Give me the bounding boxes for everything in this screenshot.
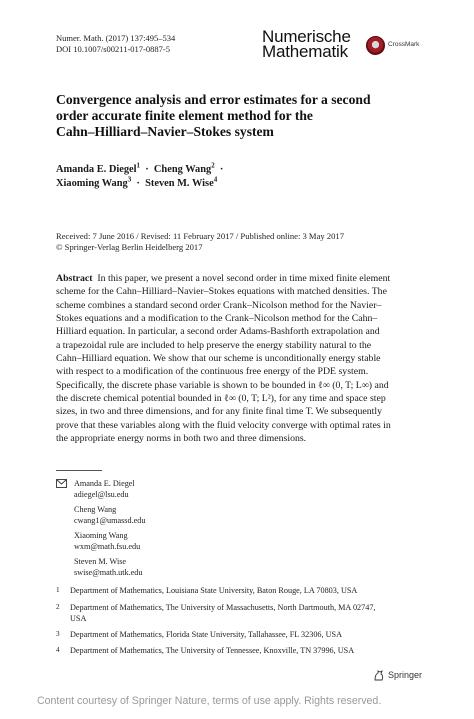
- affiliation-number: 1: [56, 586, 60, 594]
- contact-entry: [74, 505, 145, 526]
- doi[interactable]: DOI 10.1007/s00211-017-0887-5: [56, 44, 170, 54]
- author-separator: ·: [133, 178, 143, 189]
- publisher-name: Springer: [388, 670, 423, 680]
- crossmark-link[interactable]: CrossMark: [388, 41, 420, 48]
- author-name[interactable]: Steven M. Wise: [145, 178, 214, 189]
- footnote-rule: [56, 470, 102, 471]
- author-separator: ·: [142, 164, 152, 175]
- publication-dates: Received: 7 June 2016 / Revised: 11 February 2017 / Published online: 3 May 2017: [56, 231, 345, 241]
- author-name[interactable]: Cheng Wang: [153, 164, 212, 175]
- title-line: order accurate finite element method for the: [56, 108, 313, 123]
- affiliation: [70, 586, 357, 597]
- affiliation: [70, 603, 375, 624]
- abstract-line: Specifically, the discrete phase variable is shown to be bounded in ℓ∞ (0, T; L∞) and: [56, 379, 389, 391]
- abstract: [56, 272, 429, 445]
- abstract-line: sizes, in two and three dimensions, and for any finite final time T. We subsequently: [56, 406, 382, 418]
- abstract-line: In this paper, we present a novel second order in time mixed finite element: [97, 273, 391, 284]
- contact-email[interactable]: swise@math.utk.edu: [74, 567, 143, 577]
- affiliation-line: USA: [70, 613, 87, 623]
- contact-name: Xiaoming Wang: [74, 531, 128, 540]
- abstract-line: a trapezoidal rule are included to help preserve the energy stability natural to the: [56, 339, 372, 351]
- footer-notice: Content courtesy of Springer Nature, terms of use apply. Rights reserved.: [37, 695, 382, 707]
- abstract-line: the appropriate energy norms in both two and three dimensions.: [56, 433, 307, 445]
- abstract-line: Stokes equations and a modification to the Crank–Nicolson method for the Cahn–: [56, 313, 378, 325]
- abstract-line: the discrete chemical potential bounded in ℓ∞ (0, T; L²), for any time and space step: [56, 393, 386, 405]
- contact-email[interactable]: wxm@math.fsu.edu: [74, 541, 141, 551]
- affiliation-line: Department of Mathematics, The University of Massachusetts, North Dartmouth, MA 02747,: [70, 603, 376, 612]
- envelope-icon: [56, 479, 67, 491]
- journal-name-line2: Mathematik: [262, 42, 348, 61]
- author-name[interactable]: Amanda E. Diegel: [56, 164, 137, 175]
- abstract-line: prove that these variables along with the fluid velocity converge with optimal rates in: [56, 419, 391, 431]
- springer-logo: [373, 669, 422, 681]
- abstract-label: Abstract: [56, 273, 93, 284]
- affiliation-line: Department of Mathematics, The University of Tennessee, Knoxville, TN 37996, USA: [70, 646, 355, 655]
- copyright-notice: © Springer-Verlag Berlin Heidelberg 2017: [56, 242, 203, 252]
- abstract-line: Cahn–Hilliard equation. We show that our scheme is unconditionally energy stable: [56, 353, 381, 365]
- abstract-line: with respect to a modification of the continuous free energy of the PDE system.: [56, 366, 369, 378]
- contact-name: Steven M. Wise: [74, 557, 127, 566]
- contact-email[interactable]: cwang1@umassd.edu: [74, 515, 146, 525]
- affiliation: [70, 630, 342, 641]
- contact-entry: [74, 531, 140, 552]
- contact-name: Amanda E. Diegel: [74, 479, 135, 488]
- abstract-line: Hilliard equation. In particular, a second order Adams-Bashforth extrapolation and: [56, 326, 380, 338]
- contact-entry: [74, 557, 142, 578]
- affiliation-number: 2: [56, 603, 60, 611]
- author-affiliation-mark: 1: [136, 161, 141, 170]
- abstract-line: scheme combines a standard second order Crank–Nicolson method for the Navier–: [56, 299, 382, 311]
- title-line: Cahn–Hilliard–Navier–Stokes system: [56, 124, 274, 139]
- journal-name-line1: Numerische: [262, 27, 351, 46]
- journal-citation: Numer. Math. (2017) 137:495–534: [56, 33, 176, 43]
- affiliation-number: 4: [56, 646, 60, 654]
- author-affiliation-mark: 2: [211, 161, 215, 170]
- title-line: Convergence analysis and error estimates for a second: [56, 92, 371, 107]
- journal-seal-icon: [366, 36, 385, 55]
- article-title: [56, 92, 428, 140]
- affiliation-number: 3: [56, 630, 60, 638]
- abstract-line: scheme for the Cahn–Hilliard–Navier–Stokes equations with matched densities. The: [56, 286, 387, 298]
- author-affiliation-mark: 3: [127, 175, 132, 184]
- contact-name: Cheng Wang: [74, 505, 117, 514]
- author-name[interactable]: Xiaoming Wang: [56, 178, 128, 189]
- author-separator: ·: [217, 164, 224, 175]
- contact-email[interactable]: adiegel@lsu.edu: [74, 489, 129, 499]
- affiliation: [70, 646, 354, 657]
- corresponding-author: [74, 479, 135, 500]
- author-affiliation-mark: 4: [213, 175, 218, 184]
- author-list: [56, 163, 223, 191]
- affiliation-line: Department of Mathematics, Florida State University, Tallahassee, FL 32306, USA: [70, 630, 342, 639]
- springer-horse-icon: [373, 669, 385, 681]
- affiliation-line: Department of Mathematics, Louisiana State University, Baton Rouge, LA 70803, USA: [70, 586, 358, 595]
